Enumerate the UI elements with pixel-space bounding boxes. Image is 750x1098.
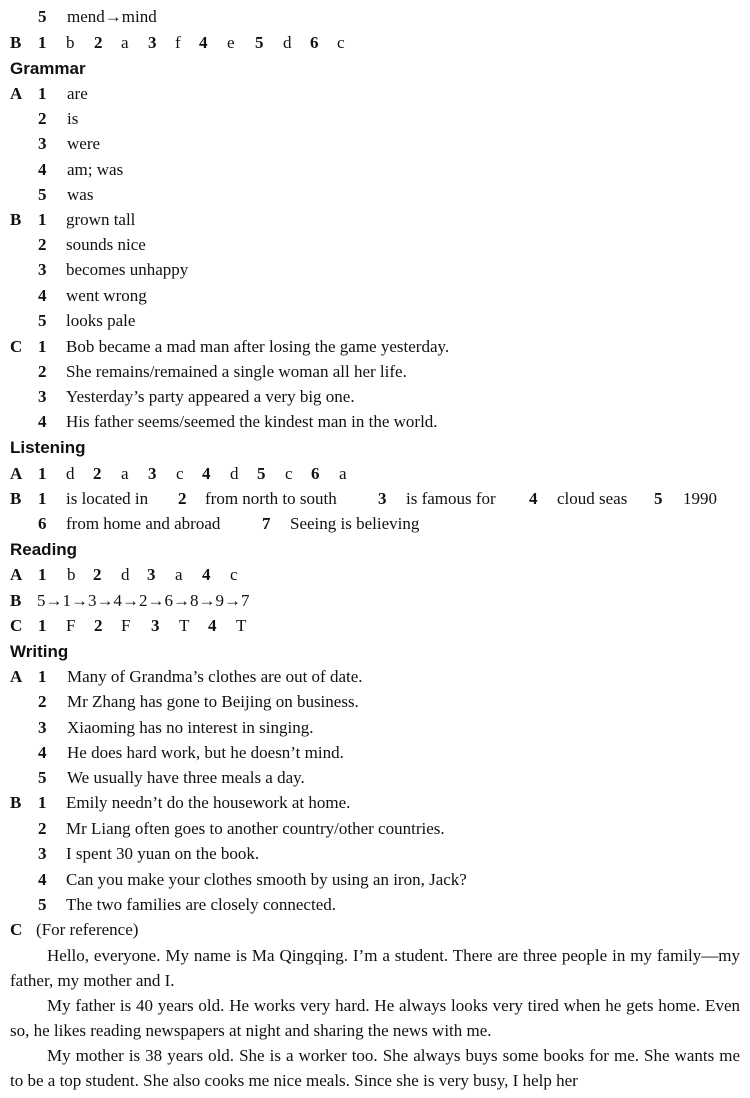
- pair-answer: cloud seas: [557, 489, 628, 508]
- pair-answer: c: [337, 33, 345, 52]
- item-number: 1: [38, 667, 47, 686]
- pair-number: 7: [262, 514, 271, 533]
- item-number: 4: [38, 160, 47, 179]
- pair-answer: is famous for: [406, 489, 496, 508]
- item-answer: mend→mind: [67, 7, 157, 26]
- sample-essay: [10, 943, 740, 1093]
- item-number: 3: [38, 260, 47, 279]
- pair-number: 1: [38, 489, 47, 508]
- item-number: 4: [38, 412, 47, 431]
- item-answer: are: [67, 84, 88, 103]
- pair-answer: a: [175, 565, 183, 584]
- pair-number: 1: [38, 565, 47, 584]
- item-number: 4: [38, 870, 47, 889]
- pair-answer: d: [283, 33, 292, 52]
- pair-answer: is located in: [66, 489, 149, 508]
- item-answer: is: [67, 109, 79, 128]
- pair-number: 4: [199, 33, 208, 52]
- pair-number: 4: [208, 616, 217, 635]
- part-letter: A: [10, 84, 23, 103]
- part-letter: B: [10, 33, 22, 52]
- section-title-listening: Listening: [10, 438, 86, 457]
- pair-answer: T: [179, 616, 190, 635]
- item-number: 5: [38, 7, 47, 26]
- pair-answer: f: [175, 33, 181, 52]
- essay-paragraph: Hello, everyone. My name is Ma Qingqing. I’m a student. There are three people in my family—my father, my mother and I.: [10, 946, 740, 990]
- pair-number: 4: [202, 565, 211, 584]
- part-letter: C: [10, 920, 23, 939]
- pair-number: 2: [93, 565, 102, 584]
- pair-number: 5: [255, 33, 264, 52]
- pair-answer: 1990: [683, 489, 717, 508]
- part-letter: A: [10, 464, 23, 483]
- pair-answer: b: [66, 33, 75, 52]
- item-number: 4: [38, 286, 47, 305]
- pair-number: 6: [310, 33, 319, 52]
- pair-answer: a: [121, 464, 129, 483]
- item-answer: His father seems/seemed the kindest man in the world.: [66, 412, 438, 431]
- pair-answer: a: [121, 33, 129, 52]
- pair-answer: d: [121, 565, 130, 584]
- item-number: 1: [38, 793, 47, 812]
- section-title-reading: Reading: [10, 540, 78, 559]
- pair-number: 3: [378, 489, 387, 508]
- item-answer: Bob became a mad man after losing the game yesterday.: [66, 337, 450, 356]
- item-answer: went wrong: [66, 286, 147, 305]
- pair-number: 2: [93, 464, 102, 483]
- item-number: 2: [38, 109, 47, 128]
- item-number: 2: [38, 819, 47, 838]
- item-number: 3: [38, 718, 47, 737]
- pair-answer: b: [67, 565, 76, 584]
- part-letter: C: [10, 616, 23, 635]
- item-number: 4: [38, 743, 47, 762]
- item-answer: Mr Zhang has gone to Beijing on business.: [67, 692, 359, 711]
- pair-answer: from north to south: [205, 489, 337, 508]
- pair-answer: c: [176, 464, 184, 483]
- item-answer: We usually have three meals a day.: [67, 768, 305, 787]
- item-number: 5: [38, 311, 47, 330]
- item-answer: were: [67, 134, 101, 153]
- item-answer: Mr Liang often goes to another country/other countries.: [66, 819, 445, 838]
- pair-number: 6: [311, 464, 320, 483]
- item-number: 1: [38, 84, 47, 103]
- pair-answer: c: [285, 464, 293, 483]
- item-number: 3: [38, 387, 47, 406]
- pair-number: 3: [147, 565, 156, 584]
- item-answer: The two families are closely connected.: [66, 895, 336, 914]
- item-answer: I spent 30 yuan on the book.: [66, 844, 260, 863]
- item-answer: Many of Grandma’s clothes are out of date.: [67, 667, 363, 686]
- pair-number: 5: [257, 464, 266, 483]
- pair-answer: d: [230, 464, 239, 483]
- item-answer: Yesterday’s party appeared a very big one.: [66, 387, 355, 406]
- item-answer: becomes unhappy: [66, 260, 189, 279]
- item-number: 1: [38, 337, 47, 356]
- pair-answer: a: [339, 464, 347, 483]
- sequence-answer: 5→1→3→4→2→6→8→9→7: [37, 591, 250, 610]
- item-number: 2: [38, 362, 47, 381]
- part-letter: B: [10, 489, 22, 508]
- item-answer: looks pale: [66, 311, 136, 330]
- item-number: 5: [38, 185, 47, 204]
- item-answer: am; was: [67, 160, 124, 179]
- item-number: 2: [38, 692, 47, 711]
- pair-answer: d: [66, 464, 75, 483]
- item-number: 2: [38, 235, 47, 254]
- item-number: 5: [38, 768, 47, 787]
- reference-note: (For reference): [36, 920, 139, 939]
- pair-number: 6: [38, 514, 47, 533]
- item-answer: Emily needn’t do the housework at home.: [66, 793, 351, 812]
- pair-answer: F: [121, 616, 131, 635]
- item-answer: was: [67, 185, 94, 204]
- item-answer: grown tall: [66, 210, 136, 229]
- pair-number: 2: [94, 616, 103, 635]
- section-title-writing: Writing: [10, 642, 69, 661]
- item-answer: He does hard work, but he doesn’t mind.: [67, 743, 344, 762]
- pair-number: 3: [148, 464, 157, 483]
- essay-paragraph: My mother is 38 years old. She is a worker too. She always buys some books for me. She wants me to be a top student. She also cooks me nice meals. Since she is very busy, I help her: [10, 1046, 740, 1090]
- pair-number: 1: [38, 464, 47, 483]
- pair-answer: from home and abroad: [66, 514, 221, 533]
- pair-number: 1: [38, 33, 47, 52]
- item-answer: Can you make your clothes smooth by using an iron, Jack?: [66, 870, 467, 889]
- part-letter: B: [10, 591, 22, 610]
- item-number: 3: [38, 844, 47, 863]
- pair-answer: Seeing is believing: [290, 514, 420, 533]
- essay-paragraph: My father is 40 years old. He works very hard. He always looks very tired when he gets home. Even so, he likes reading newspapers at night and sharing the news with me.: [10, 996, 740, 1040]
- pair-number: 4: [529, 489, 538, 508]
- item-answer: She remains/remained a single woman all her life.: [66, 362, 407, 381]
- part-letter: A: [10, 667, 23, 686]
- item-answer: Xiaoming has no interest in singing.: [67, 718, 314, 737]
- item-number: 1: [38, 210, 47, 229]
- pair-number: 4: [202, 464, 211, 483]
- item-number: 5: [38, 895, 47, 914]
- pair-number: 2: [178, 489, 187, 508]
- section-title-grammar: Grammar: [10, 59, 86, 78]
- part-letter: B: [10, 210, 22, 229]
- part-letter: C: [10, 337, 23, 356]
- pair-number: 2: [94, 33, 103, 52]
- pair-answer: e: [227, 33, 235, 52]
- pair-answer: T: [236, 616, 247, 635]
- item-answer: sounds nice: [66, 235, 146, 254]
- pair-answer: F: [66, 616, 76, 635]
- pair-answer: c: [230, 565, 238, 584]
- pair-number: 3: [148, 33, 157, 52]
- item-number: 3: [38, 134, 47, 153]
- pair-number: 3: [151, 616, 160, 635]
- pair-number: 1: [38, 616, 47, 635]
- pair-number: 5: [654, 489, 663, 508]
- part-letter: A: [10, 565, 23, 584]
- part-letter: B: [10, 793, 22, 812]
